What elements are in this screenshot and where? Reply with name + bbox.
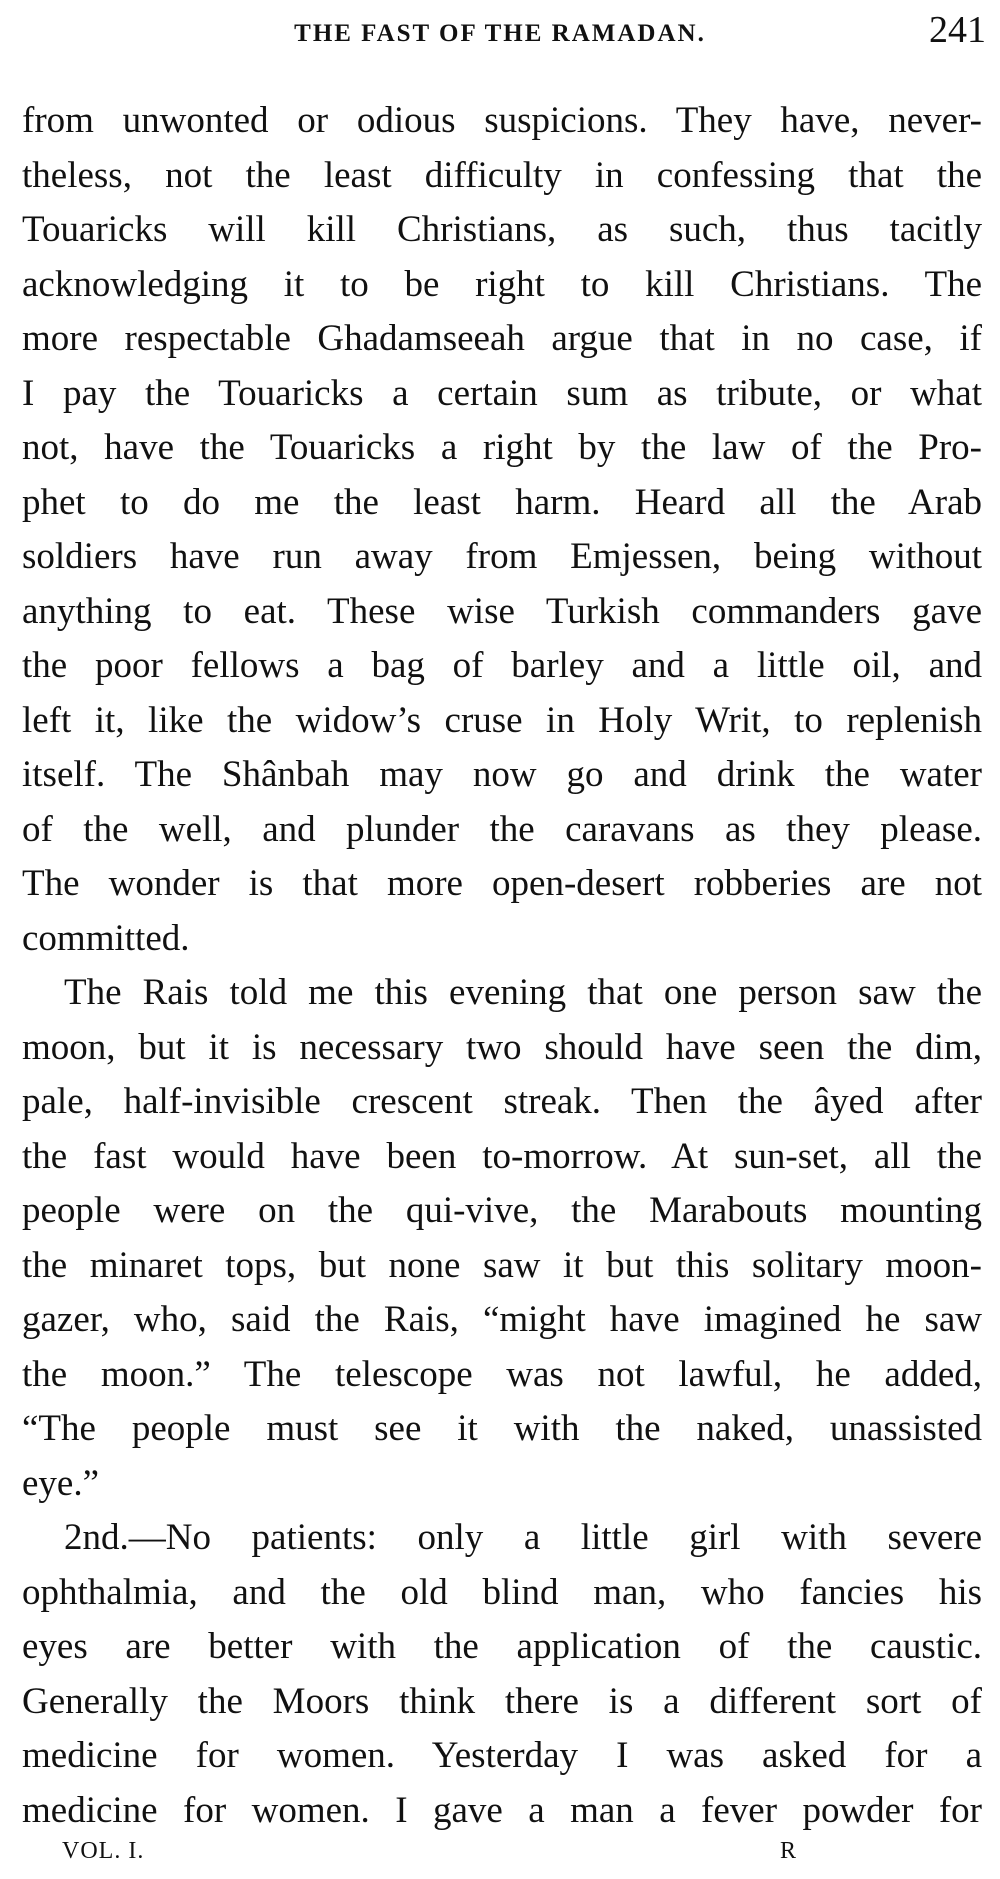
- paragraph-1: [22, 94, 982, 966]
- volume-mark: VOL. I.: [62, 1838, 145, 1864]
- body-text: [22, 94, 982, 1838]
- text-line: soldiers have run away from Emjessen, being without: [22, 536, 982, 577]
- text-line: anything to eat. These wise Turkish commanders gave: [22, 590, 982, 632]
- text-line: medicine for women. I gave a man a fever powder for: [22, 1789, 982, 1831]
- text-line: eyes are better with the application of the caustic.: [22, 1626, 982, 1667]
- text-line: moon, but it is necessary two should have seen the dim,: [22, 1026, 982, 1068]
- text-line: The wonder is that more open-desert robberies are not: [22, 863, 982, 904]
- text-line: ophthalmia, and the old blind man, who fancies his: [22, 1571, 982, 1613]
- text-line: 2nd.—No patients: only a little girl with severe: [64, 1517, 982, 1558]
- text-line: phet to do me the least harm. Heard all the Arab: [22, 481, 982, 523]
- text-line: people were on the qui-vive, the Marabouts mounting: [22, 1190, 982, 1231]
- text-line: medicine for women. Yesterday I was asked for a: [22, 1735, 982, 1776]
- text-line: I pay the Touaricks a certain sum as tribute, or what: [22, 372, 982, 414]
- text-line: the fast would have been to-morrow. At sun-set, all the: [22, 1135, 982, 1177]
- text-line: not, have the Touaricks a right by the law of the Pro-: [22, 427, 982, 468]
- page-header: [0, 0, 1000, 80]
- text-line: Generally the Moors think there is a different sort of: [22, 1680, 982, 1722]
- text-line: The Rais told me this evening that one person saw the: [64, 972, 982, 1013]
- text-line: gazer, who, said the Rais, “might have imagined he saw: [22, 1299, 982, 1340]
- paragraph-2: [22, 966, 982, 1511]
- running-title: THE FAST OF THE RAMADAN.: [294, 20, 706, 47]
- page-number: 241: [929, 9, 986, 51]
- text-line: eye.”: [22, 1462, 100, 1504]
- text-line: of the well, and plunder the caravans as they please.: [22, 808, 982, 850]
- text-line: from unwonted or odious suspicions. They have, never-: [22, 100, 982, 141]
- text-line: the poor fellows a bag of barley and a little oil, and: [22, 645, 982, 686]
- text-line: “The people must see it with the naked, unassisted: [22, 1408, 982, 1449]
- paragraph-3: [22, 1511, 982, 1838]
- text-line: left it, like the widow’s cruse in Holy Writ, to replenish: [22, 699, 982, 741]
- signature-mark: R: [780, 1838, 797, 1864]
- text-line: Touaricks will kill Christians, as such, thus tacitly: [22, 209, 982, 250]
- text-line: itself. The Shânbah may now go and drink the water: [22, 754, 982, 795]
- page-footer: [0, 1838, 1000, 1879]
- text-line: theless, not the least difficulty in confessing that the: [22, 154, 982, 196]
- text-line: acknowledging it to be right to kill Christians. The: [22, 263, 982, 305]
- text-line: committed.: [22, 917, 190, 959]
- text-line: the minaret tops, but none saw it but this solitary moon-: [22, 1244, 982, 1286]
- text-line: more respectable Ghadamseeah argue that in no case, if: [22, 318, 982, 359]
- text-line: pale, half-invisible crescent streak. Then the âyed after: [22, 1081, 982, 1122]
- text-line: the moon.” The telescope was not lawful, he added,: [22, 1353, 982, 1395]
